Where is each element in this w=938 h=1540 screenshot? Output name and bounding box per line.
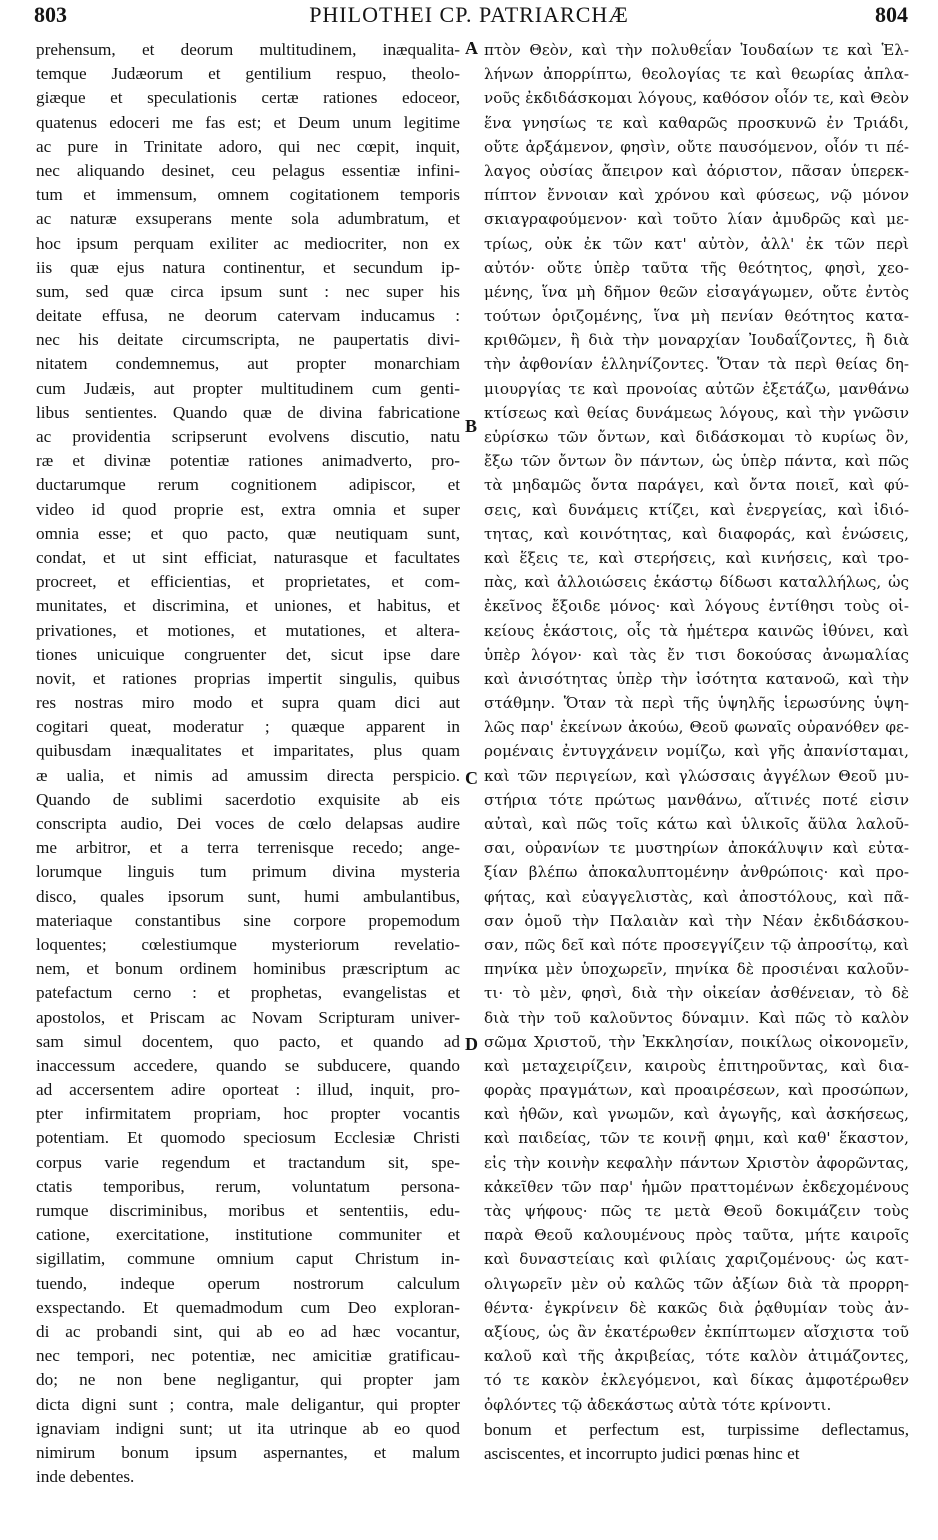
text-line: inde debentes. [36, 1467, 135, 1487]
text-line: φήτας, καὶ εὐαγγελιστὰς, καὶ ἀποστόλους, καὶ πᾶ- [484, 887, 909, 906]
section-marker-b: B [465, 416, 478, 436]
text-line: ἐκεῖνος ἔξοιδε μόνος· καὶ λόγους ἐντίθησι τοὺς οἰ- [484, 597, 909, 616]
text-line: inaccessum accedere, quando se subducere, quando [36, 1055, 460, 1075]
text-line: καλοῦ καὶ τῆς ἀκριβείας, τότε καλὸν ἀτιμάζοντες, [484, 1347, 909, 1366]
text-line: παρὰ Θεοῦ καλουμένους πρὸς ταῦτα, μήτε καιροῖς [484, 1226, 909, 1245]
text-line: μιουργίας τε καὶ προνοίας αὐτῶν ἐξετάζω, μανθάνω [484, 379, 909, 398]
text-line: σεις, καὶ δυνάμεις κτίζει, καὶ ἐνεργείας, καὶ ἰδιό- [484, 500, 909, 519]
text-line: procreet, et efficientias, et proprietates, et com- [36, 572, 460, 592]
text-line: temque Judæorum et gentilium respuo, theolo- [36, 64, 460, 84]
text-line: στήρια τότε πρώτως μανθάνω, αἵτινές ποτέ εἰσιν [484, 790, 909, 809]
text-line: nec tempori, nec potentiæ, nec amicitiæ gratificau- [36, 1346, 460, 1366]
text-line: σαν, πῶς δεῖ καὶ πότε προσεγγίζειν τῷ ἀπροσίτῳ, καὶ [484, 935, 909, 954]
text-line: conscripta audio, Dei voces de cœlo delapsas audire [36, 814, 460, 833]
text-line: καὶ ἀνισότητας ὑπὲρ τὴν ἰσότητα κατανοῶ, καὶ τὴν [484, 669, 909, 688]
text-line: λῶς παρ' ἐκείνων ἀκούω, Θεοῦ φωναῖς οὐρανόθεν φε- [484, 718, 909, 737]
latin-continuation [484, 1418, 909, 1466]
text-line: condat, et ut sint efficiat, naturasque et facultates [36, 547, 460, 567]
text-line: λαγος οὐσίας ἄπειρον καὶ ἀόριστον, πᾶσαν ὑπερεκ- [484, 161, 909, 180]
text-line: τὰς ψήφους· πῶς τε μετὰ Θεοῦ δοκιμάζειν τοὺς [484, 1202, 909, 1220]
text-line: σῶμα Χριστοῦ, τὴν Ἐκκλησίαν, ποικίλως οἰκονομεῖν, [484, 1032, 909, 1051]
text-line: κριθῶμεν, ἢ διὰ τὴν μοναρχίαν Ἰουδαΐζοντες, ἢ διὰ [484, 331, 909, 350]
text-line: οὔτε ἀρξάμενον, φησὶν, οὔτε παυσόμενον, οἷόν τι πέ- [484, 137, 909, 156]
text-line: διὰ τὴν τοῦ καλοῦντος δύναμιν. Καὶ πῶς τὸ καλὸν [484, 1008, 909, 1027]
text-line: munitates, et discrimina, et uniones, et habitus, et [36, 596, 460, 616]
text-line: tuendo, indeque operum nostrorum calculum [36, 1273, 460, 1293]
text-line: τι· τὸ μὲν, φησὶ, διὰ τὴν οἰκείαν ἀσθένειαν, τὸ δὲ [484, 984, 909, 1003]
text-line: dicta digni sunt ; contra, male deligantur, qui propter [36, 1394, 460, 1414]
text-line: cogitari queat, moderatur ; quæque apparent in [36, 717, 460, 737]
text-line: τητας, καὶ κοινότητας, καὶ διαφοράς, καὶ ἑνώσεις, [484, 524, 909, 543]
text-line: di ac probandi sint, qui ab eo ad hæc vocantur, [36, 1321, 460, 1341]
text-line: disco, quales ipsorum sunt, humi ambulantibus, [36, 886, 460, 906]
text-line: αξίους, ὡς ἂν ἑκατέρωθεν ἐκπίπτωμεν αἴσχιστα τοῦ [484, 1322, 909, 1341]
text-line: potentiam. Et quomodo speciosum Ecclesiæ Christi [36, 1128, 460, 1148]
text-line: τούτων ὁριζομένης, ἵνα μὴ πενίαν θεότητος κατα- [484, 307, 909, 326]
text-line: μένης, ἵνα μὴ δῆμον θεῶν εἰσαγάγωμεν, οὔτε ἐντὸς [484, 282, 909, 301]
text-line: κἀκεῖθεν τῶν παρ' ἡμῶν πραττομένων ἐκδεχομένους [484, 1177, 909, 1196]
running-title: PHILOTHEI CP. PATRIARCHÆ [309, 2, 629, 27]
text-line: quibusdam inæqualitates et imparitates, plus quam [36, 741, 460, 761]
text-line: quatenus edoceri me fas est; et Deum unum legitime [36, 112, 460, 132]
text-line: ac providentia scripserunt evolvens discutio, natu [36, 427, 460, 446]
text-line: me arbitror, et a terra terrenisque recedo; ange- [36, 838, 460, 858]
text-line: ræ et divinæ potentiæ rationes animadverto, pro- [36, 451, 460, 471]
text-line: κείους ἑκάστοις, οἷς τὰ ἡμέτερα καινῶς ἰθύνει, καὶ [484, 621, 909, 640]
text-line: nec his deitate circumscripta, ne paupertatis divi- [36, 330, 460, 350]
text-line: æ ualia, et nimis ad amussim directa perspicio. [36, 765, 460, 785]
text-line: materiaque constantibus sine corpore propemodum [36, 910, 460, 930]
text-line: τὰ μηδαμῶς ὄντα παράγει, καὶ ὄντα ποιεῖ, καὶ φύ- [484, 476, 909, 495]
text-line: αὐτόν· οὔτε ὑπὲρ ταῦτα τῆς θεότητος, φησὶ, χεο- [484, 258, 909, 277]
text-line: σαι, οὐρανίων τε μυστηρίων ἀποκάλυψιν καὶ εὐτα- [484, 839, 909, 858]
text-line: privationes, et motiones, et mutationes, et altera- [36, 620, 460, 640]
text-line: ac naturæ exsuperans mente sola adumbratum, et [36, 209, 460, 229]
text-line: patefactum cerno : et prophetas, evangelistas et [36, 983, 460, 1003]
text-line: nimirum bonum ipsum aspernantes, et malum [36, 1442, 460, 1462]
text-line: catione, exercitatione, institutione communiter et [36, 1225, 460, 1245]
text-line: novit, et rationes proprias impertit singulis, quibus [36, 668, 460, 688]
text-line: bonum et perfectum est, turpissime deflectamus, [484, 1420, 909, 1439]
page-number-left: 803 [34, 2, 67, 27]
text-line: prehensum, et deorum multitudinem, inæqualita- [36, 40, 460, 59]
text-line: nec aliquando desinet, ceu pelagus essentiæ infini- [36, 160, 460, 180]
text-line: καὶ ἠθῶν, καὶ γνωμῶν, καὶ ἀγωγῆς, καὶ ἀσκήσεως, [484, 1105, 909, 1124]
text-line: καὶ τῶν περιγείων, καὶ γλώσσαις ἀγγέλων Θεοῦ μυ- [484, 766, 909, 785]
text-line: ad accersentem adire oporteat : illud, inquit, pro- [36, 1080, 460, 1100]
text-line: τρίως, οὐκ ἐκ τῶν κατ' αὐτὸν, ἀλλ' ἐκ τῶν περὶ [484, 234, 909, 253]
text-line: πίπτον ἔννοιαν καὶ χρόνου καὶ φύσεως, νῷ μόνον [484, 186, 909, 205]
text-line: εἰς τὴν κοινὴν κεφαλὴν πάντων Χριστὸν ἀφορῶντας, [484, 1153, 909, 1172]
text-line: omnia esse; et quo pacto, quæ neutiquam sunt, [36, 523, 460, 543]
section-marker-c: C [465, 768, 478, 788]
text-line: sigillatim, commune omnium caput Christum in- [36, 1249, 460, 1269]
text-line: ὑπὲρ λόγον· καὶ τὰς ἔν τισι δοκούσας ἀνωμαλίας [484, 645, 909, 664]
text-line: σαν ὁμοῦ τὴν Παλαιὰν καὶ τὴν Νέαν ἐκδιδάσκου- [484, 911, 909, 930]
text-line: giæque et speculationis certæ rationes edoceor, [36, 88, 460, 108]
text-line: apostolos, et Priscam ac Novam Scripturam univer- [36, 1007, 460, 1027]
latin-column [36, 38, 460, 1489]
text-line: πτὸν Θεὸν, καὶ τὴν πολυθεΐαν Ἰουδαίων τε καὶ Ἑλ- [484, 41, 909, 59]
text-line: corpus varie regendum et tractandum sit, spe- [36, 1152, 460, 1172]
text-line: sum, sed quæ circa ipsum sunt : nec super his [36, 281, 460, 301]
text-line: εὑρίσκω τῶν ὄντων, καὶ διδάσκομαι τὸ κυρίως ὂν, [484, 428, 909, 446]
text-line: cum Judæis, aut propter multitudinem cum genti- [36, 378, 460, 398]
text-line: ὀφλόντες τῷ ἀδεκάστως αὐτὰ τότε κρίνοντι. [484, 1395, 832, 1414]
text-line: σκιαγραφούμενον· καὶ τοῦτο λίαν ἀμυδρῶς καὶ με- [484, 210, 909, 229]
text-line: λήνων ἀπορρίπτω, θεολογίας τε καὶ θεωρίας ἀπλα- [484, 65, 909, 84]
text-line: do; ne non bene negligantur, qui propter jam [36, 1370, 460, 1390]
text-line: ac pure in Trinitate adoro, qui nec cœpit, inquit, [36, 136, 460, 156]
text-line: nitatem condemnemus, aut propter monarchiam [36, 354, 460, 374]
text-line: τὴν ἀφθονίαν ἑλληνίζοντες. Ὅταν τὰ περὶ θείας δη- [484, 355, 909, 374]
text-line: καὶ δυναστείαις καὶ φιλίαις χαριζομένους· ὡς κατ- [484, 1250, 909, 1269]
greek-column [484, 38, 909, 1417]
text-line: asciscentes, et incorrupto judici pœnas hinc et [484, 1444, 800, 1464]
text-line: πὰς, καὶ ἀλλοιώσεις ἑκάστῳ δίδωσι καταλλήλως, ὡς [484, 573, 909, 592]
text-line: exspectando. Et quemadmodum cum Deo exploran- [36, 1297, 460, 1317]
running-header [0, 0, 938, 34]
text-line: ἕνα γνησίως τε καὶ καθαρῶς προσκυνῶ ἐν Τριάδι, [484, 113, 909, 132]
text-line: sam simul docentem, quo pacto, et quando ad [36, 1031, 460, 1051]
text-line: φορὰς πραγμάτων, καὶ προαιρέσεων, καὶ προσώπων, [484, 1081, 909, 1100]
section-marker-a: A [465, 38, 478, 58]
section-marker-d: D [465, 1034, 478, 1054]
text-line: αὐταὶ, καὶ πῶς τοῖς κάτω καὶ ὑλικοῖς ἄϋλα λαλοῦ- [484, 815, 909, 833]
text-line: πηνίκα μὲν ὑποχωρεῖν, πηνίκα δὲ προσιέναι καλοῦν- [484, 960, 909, 979]
page-number-right: 804 [875, 2, 908, 27]
text-line: video id quod proprie est, extra omnia et super [36, 499, 460, 519]
text-line: καὶ μεταχειρίζειν, καιροὺς ἐπιτηροῦντας, καὶ δια- [484, 1056, 909, 1075]
text-line: θέντα· ἐγκρίνειν δὲ κακῶς διὰ ῥᾳθυμίαν τοὺς ἀν- [484, 1298, 909, 1317]
text-line: ductarumque rerum cognitionem adipiscor, et [36, 475, 460, 495]
text-line: loquentes; cœlestiumque mysteriorum revelatio- [36, 934, 460, 954]
text-line: καὶ ἕξεις τε, καὶ στερήσεις, καὶ κινήσεις, καὶ τρο- [484, 548, 909, 567]
text-line: Quando de sublimi sacerdotio exquisite ab eis [36, 789, 460, 809]
text-line: rumque discriminibus, moribus et sententiis, edu- [36, 1201, 460, 1220]
text-line: iis quæ ejus natura continentur, et secundum ip- [36, 257, 460, 277]
text-line: ολιγωρεῖν μὲν οὐ καλῶς τῶν ἀξίων διὰ τὰ προρρη- [484, 1274, 909, 1293]
text-line: ctatis temporibus, rerum, voluntatum persona- [36, 1176, 460, 1196]
text-line: ρομέναις ἐντυγχάνειν νομίζω, καὶ γῆς ἀπανίσταμαι, [484, 742, 909, 761]
text-line: tiones unicuique congruenter det, sicut ipse dare [36, 644, 460, 664]
text-line: κτίσεως καὶ θείας δυνάμεως λόγους, καὶ τὴν γνῶσιν [484, 403, 909, 422]
text-line: ἔξω τῶν ὄντων ὂν πάντων, ὡς ὑπὲρ πάντα, καὶ πῶς [484, 452, 909, 471]
text-line: lorumque linguis tum primum divina mysteria [36, 862, 460, 882]
text-line: ξίαν βλέπω ἀποκαλυπτομένην ἀνθρώποις· καὶ προ- [484, 863, 909, 882]
text-line: ignaviam indigni sunt; ut ita utrinque ab eo quod [36, 1418, 460, 1438]
text-line: tum et immensum, omnem cogitationem temporis [36, 185, 460, 205]
text-line: deitate effusa, ne deorum catervam inducamus : [36, 306, 460, 326]
text-line: νοῦς ἐκδιδάσκομαι λόγους, καθόσον οἷόν τε, καὶ Θεὸν [484, 89, 909, 108]
text-line: libus sentientes. Quando quæ de divina fabricatione [36, 402, 460, 422]
text-line: στάθμην. Ὅταν τὰ περὶ τῆς ὑψηλῆς ἱερωσύνης ὑψη- [484, 694, 909, 713]
text-line: res nostras miro modo et supra quam dici aut [36, 693, 460, 713]
text-line: καὶ παιδείας, τῶν τε κοινῇ φημι, καὶ καθ' ἕκαστον, [484, 1129, 909, 1148]
text-line: pter infirmitatem propriam, hoc propter vocantis [36, 1104, 460, 1124]
text-line: nem, et bonum ordinem hominibus præscriptum ac [36, 959, 460, 979]
text-line: hoc ipsum perquam exiliter ac mediocriter, non ex [36, 233, 460, 253]
text-line: τό τε κακὸν ἐκλεγόμενοι, καὶ δίκας ἀμφοτέρωθεν [484, 1371, 909, 1390]
